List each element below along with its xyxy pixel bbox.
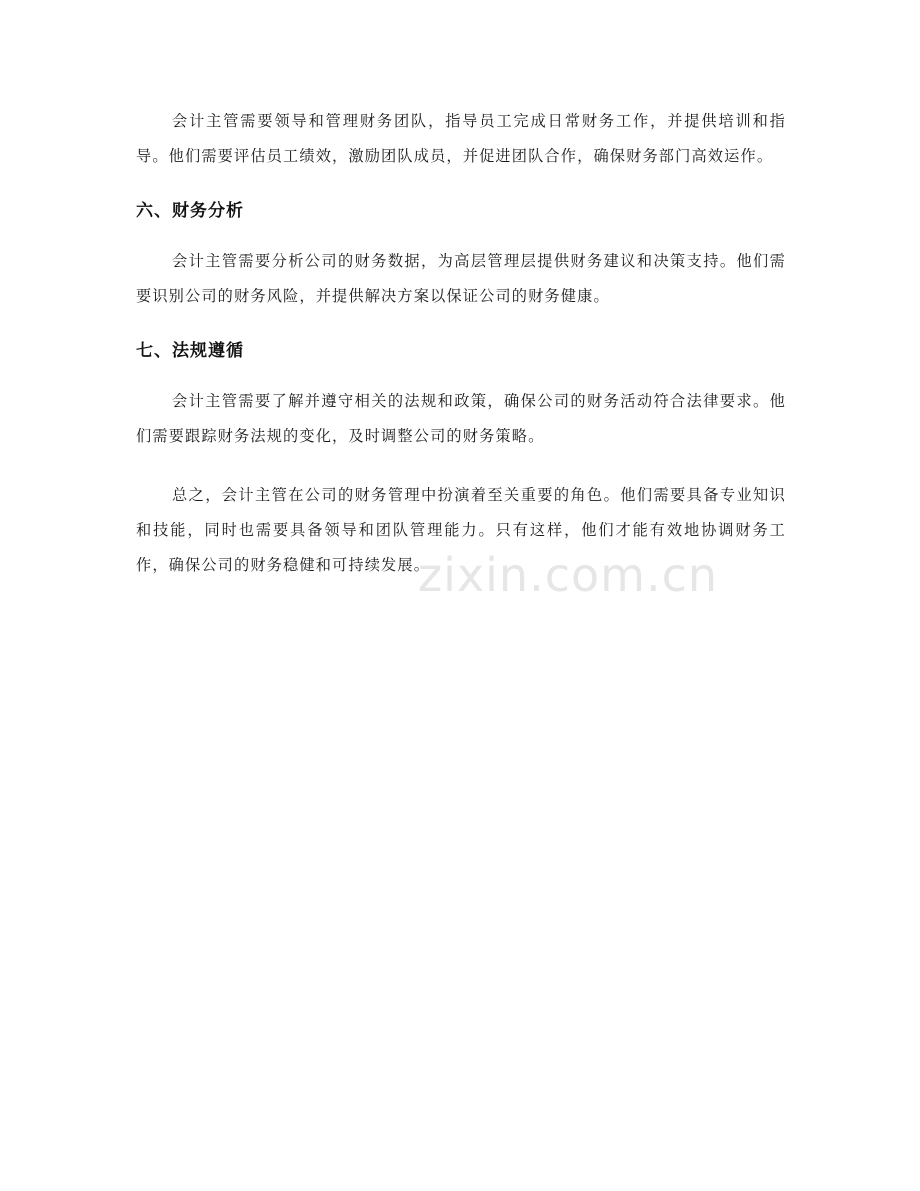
document-body: [136, 104, 786, 607]
paragraph-conclusion: 总之，会计主管在公司的财务管理中扮演着至关重要的角色。他们需要具备专业知识和技能，同时也需要具备领导和团队管理能力。只有这样，他们才能有效地协调财务工作，确保公司的财务稳健和可持续发展。: [136, 486, 786, 574]
paragraph-financial-analysis: 会计主管需要分析公司的财务数据，为高层管理层提供财务建议和决策支持。他们需要识别公司的财务风险，并提供解决方案以保证公司的财务健康。: [136, 252, 786, 305]
section-title-financial-analysis: 六、财务分析: [136, 201, 244, 221]
section-title-compliance: 七、法规遵循: [136, 341, 244, 361]
watermark: zixin.com.cn: [418, 548, 719, 602]
paragraph-team-management: 会计主管需要领导和管理财务团队，指导员工完成日常财务工作，并提供培训和指导。他们需要评估员工绩效，激励团队成员，并促进团队合作，确保财务部门高效运作。: [136, 112, 786, 165]
paragraph-compliance: 会计主管需要了解并遵守相关的法规和政策，确保公司的财务活动符合法律要求。他们需要跟踪财务法规的变化，及时调整公司的财务策略。: [136, 392, 786, 445]
